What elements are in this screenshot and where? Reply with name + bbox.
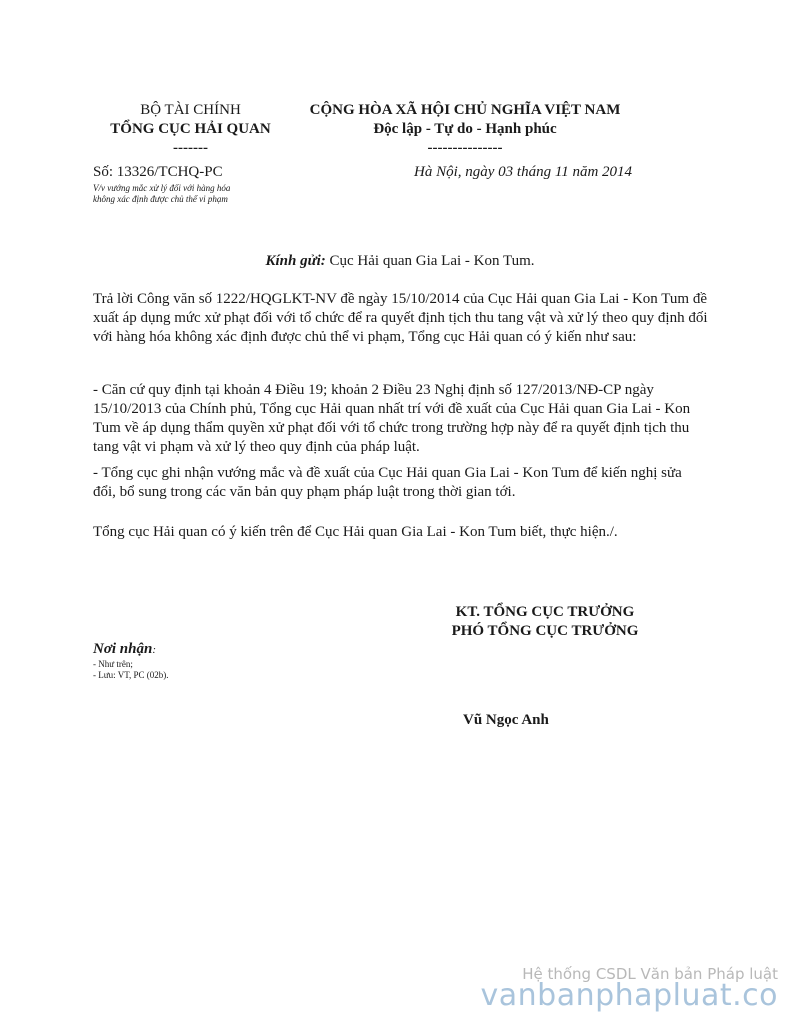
place-and-date: Hà Nội, ngày 03 tháng 11 năm 2014: [414, 164, 633, 180]
watermark-domain: vanbanphapluat.co: [480, 978, 778, 1013]
signature-position: PHÓ TỔNG CỤC TRƯỞNG: [451, 623, 639, 639]
recipient-label: Kính gửi:: [265, 253, 326, 269]
recipient-item: - Lưu: VT, PC (02b).: [93, 670, 169, 680]
agency-name: TỔNG CỤC HẢI QUAN: [110, 121, 271, 137]
signature-block: [380, 603, 710, 641]
agency-divider: -------: [173, 140, 208, 156]
body-paragraph: - Tổng cục ghi nhận vướng mắc và đề xuất của Cục Hải quan Gia Lai - Kon Tum để kiến nghị sửa đổi, bổ sung trong các văn bản quy phạm pháp luật trong thời gian tới.: [93, 465, 682, 500]
recipients-list-title: [93, 641, 156, 658]
recipients-title-text: Nơi nhận: [93, 641, 153, 657]
recipient-item: - Như trên;: [93, 659, 133, 669]
body-paragraph: - Căn cứ quy định tại khoản 4 Điều 19; khoản 2 Điều 23 Nghị định số 127/2013/NĐ-CP ngày 15/10/2013 của Chính phủ, Tổng cục Hải quan nhất trí với đề xuất của Cục Hải quan Gia Lai - Kon Tum về áp dụng thẩm quyền xử phạt đối với tổ chức trong trường hợp này để ra quyết định tịch thu tang vật vi phạm và xử lý theo quy định của pháp luật.: [93, 382, 691, 455]
signer-name: Vũ Ngọc Anh: [463, 712, 549, 728]
document-subject: [93, 183, 273, 205]
signature-title: KT. TỔNG CỤC TRƯỞNG: [455, 604, 635, 620]
recipients-title-colon: :: [152, 644, 156, 656]
motto-divider: ---------------: [427, 140, 503, 156]
body-paragraph: Tổng cục Hải quan có ý kiến trên để Cục Hải quan Gia Lai - Kon Tum biết, thực hiện./.: [93, 524, 618, 540]
subject-line-2: không xác định được chủ thể vi phạm: [93, 194, 228, 204]
subject-line-1: V/v vướng mắc xử lý đối với hàng hóa: [93, 183, 231, 193]
watermark-caption: Hệ thống CSDL Văn bản Pháp luật: [522, 965, 778, 983]
recipient-line: [0, 253, 800, 270]
national-header-block: [300, 101, 630, 158]
body-paragraph: Trả lời Công văn số 1222/HQGLKT-NV đề ngày 15/10/2014 của Cục Hải quan Gia Lai - Kon Tum đề xuất áp dụng mức xử phạt đối với tổ chức để ra quyết định tịch thu tang vật và xử lý theo quy định đối với hàng hóa không xác định được chủ thể vi phạm, Tổng cục Hải quan có ý kiến như sau:: [93, 291, 708, 345]
country-name: CỘNG HÒA XÃ HỘI CHỦ NGHĨA VIỆT NAM: [309, 102, 621, 118]
issuing-agency-block: [88, 101, 293, 158]
national-motto: Độc lập - Tự do - Hạnh phúc: [373, 121, 557, 137]
ministry-name: BỘ TÀI CHÍNH: [140, 102, 241, 118]
recipient-name: Cục Hải quan Gia Lai - Kon Tum.: [329, 253, 535, 269]
document-number: Số: 13326/TCHQ-PC: [93, 164, 223, 180]
